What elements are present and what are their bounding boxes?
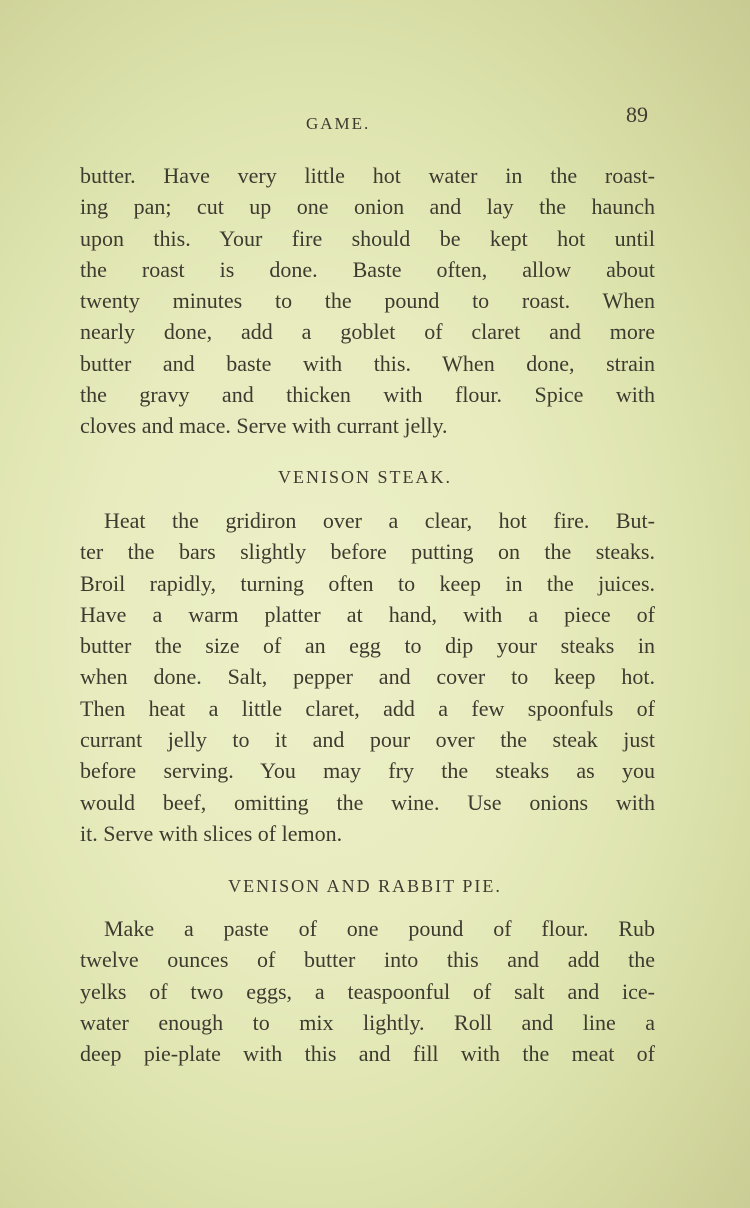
text-line: Broil rapidly, turning often to keep in the juices. [80, 570, 655, 596]
text-line: upon this. Your fire should be kept hot until [80, 225, 655, 251]
text-line: before serving. You may fry the steaks as you [80, 758, 655, 784]
venison-steak-heading: VENISON STEAK. [278, 467, 452, 487]
text-line: butter the size of an egg to dip your steaks in [80, 633, 655, 659]
text-line: water enough to mix lightly. Roll and line a [80, 1009, 655, 1035]
text-line: the gravy and thicken with flour. Spice with [80, 382, 655, 408]
text-line: ing pan; cut up one onion and lay the haunch [80, 194, 655, 220]
text-line: twenty minutes to the pound to roast. When [80, 288, 655, 314]
text-line: Then heat a little claret, add a few spoonfuls of [80, 695, 655, 721]
running-head [0, 102, 680, 138]
text-line: deep pie-plate with this and fill with the meat of [80, 1041, 655, 1067]
text-line: ter the bars slightly before putting on the steaks. [80, 539, 655, 565]
text-line: butter. Have very little hot water in the roast- [80, 163, 655, 188]
text-line: cloves and mace. Serve with currant jelly. [80, 413, 448, 439]
continuation-paragraph [80, 160, 655, 442]
section-title: GAME. [306, 114, 371, 133]
text-line: would beef, omitting the wine. Use onions with [80, 789, 655, 815]
text-line: when done. Salt, pepper and cover to keep hot. [80, 664, 655, 690]
text-line: it. Serve with slices of lemon. [80, 820, 343, 846]
text-line: nearly done, add a goblet of claret and more [80, 319, 655, 345]
text-line: Make a paste of one pound of flour. Rub [104, 916, 655, 941]
text-line: Have a warm platter at hand, with a piece of [80, 601, 655, 627]
venison-rabbit-pie-paragraph [80, 913, 655, 1069]
text-line: Heat the gridiron over a clear, hot fire. But- [104, 508, 655, 533]
text-line: butter and baste with this. When done, strain [80, 350, 655, 376]
page-number: 89 [626, 102, 648, 127]
text-line: twelve ounces of butter into this and add the [80, 947, 655, 973]
text-line: yelks of two eggs, a teaspoonful of salt and ice- [80, 978, 655, 1004]
text-line: currant jelly to it and pour over the steak just [80, 727, 655, 753]
venison-rabbit-pie-heading: VENISON AND RABBIT PIE. [228, 876, 502, 896]
text-line: the roast is done. Baste often, allow about [80, 256, 655, 282]
venison-steak-paragraph [80, 505, 655, 849]
